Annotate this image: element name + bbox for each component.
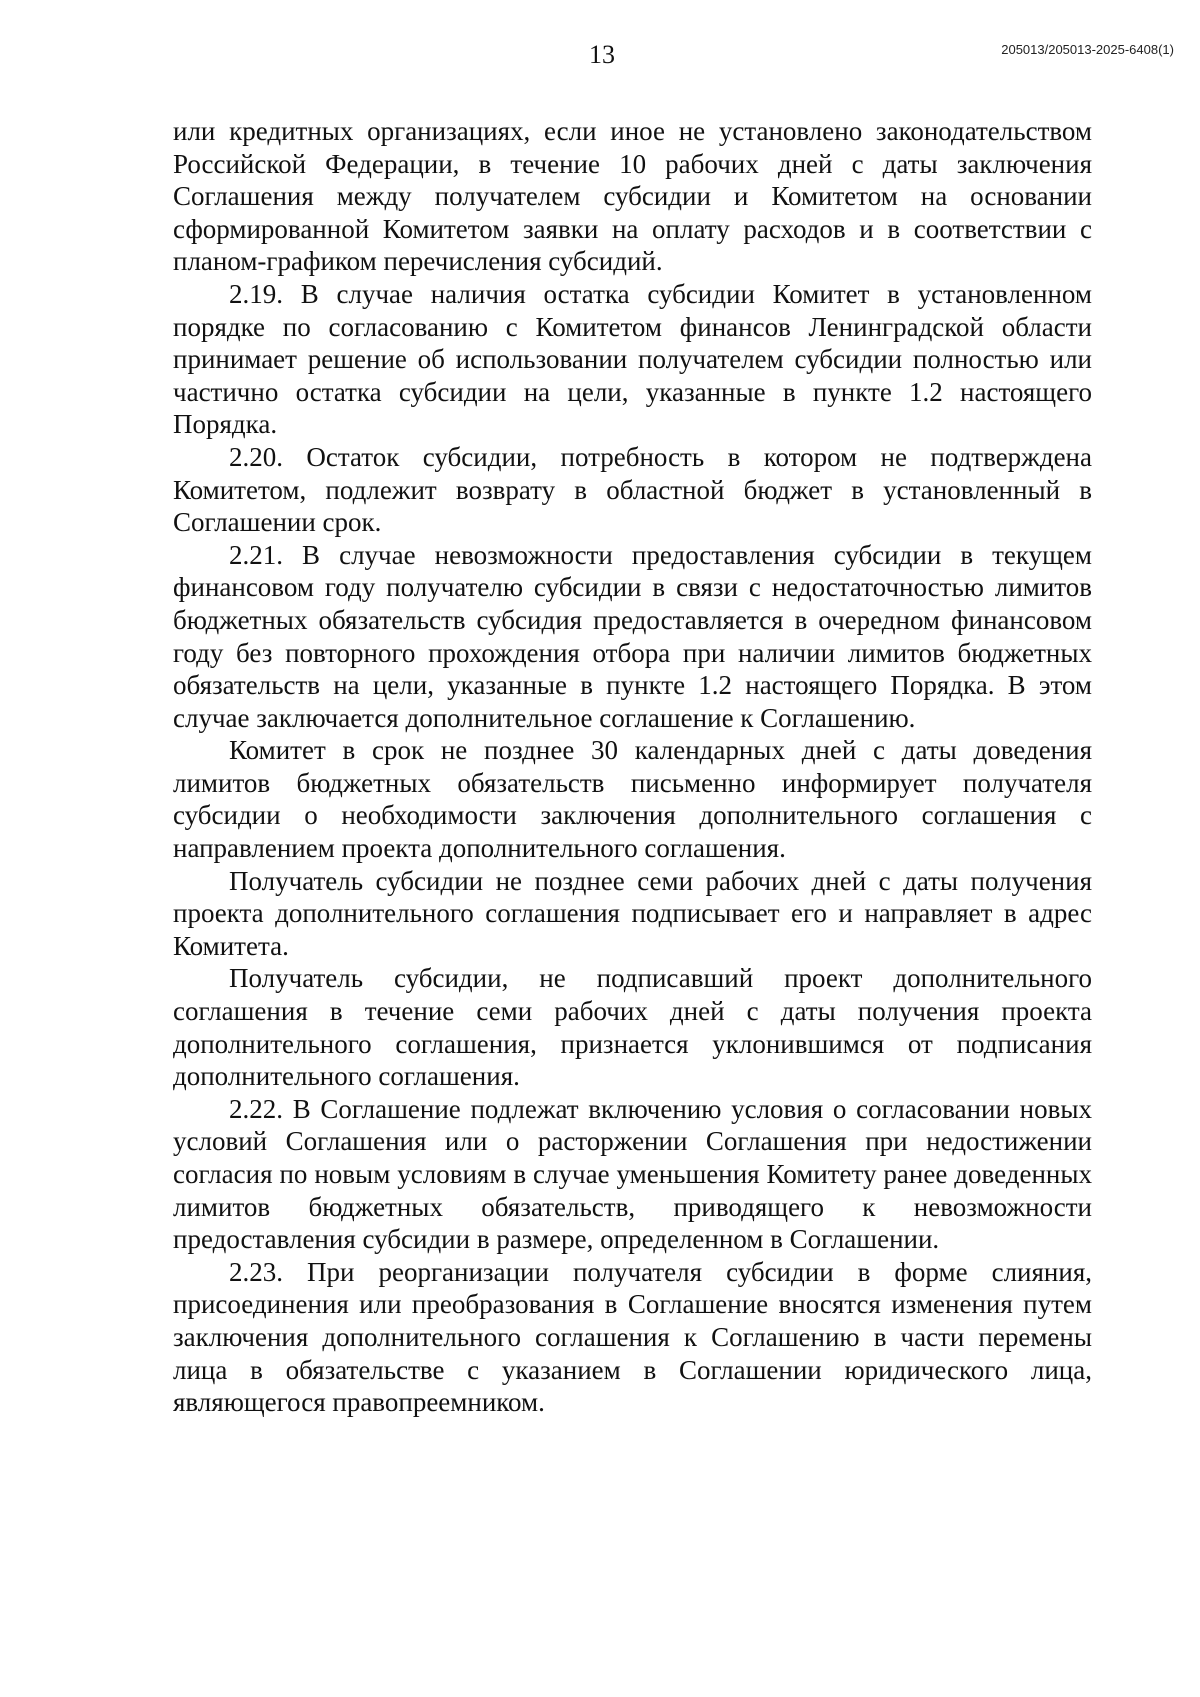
page-number: 13 [589, 40, 615, 69]
paragraph-committee-notice: Комитет в срок не позднее 30 календарных дней с даты доведения лимитов бюджетных обязательств письменно информирует получателя субсидии о необходимости заключения дополнительного соглашения с направлением проекта дополнительного соглашения. [173, 735, 1092, 864]
paragraph-continuation: или кредитных организациях, если иное не установлено законодательством Российской Федерации, в течение 10 рабочих дней с даты заключения Соглашения между получателем субсидии и Комитетом на основании сформированной Комитетом заявки на оплату расходов и в соответствии с планом-графиком перечисления субсидий. [173, 116, 1092, 277]
paragraph-2-19: 2.19. В случае наличия остатка субсидии Комитет в установленном порядке по согласованию с Комитетом финансов Ленинградской области принимает решение об использовании получателем субсидии полностью или частично остатка субсидии на цели, указанные в пункте 1.2 настоящего Порядка. [173, 278, 1092, 440]
paragraph-recipient-signing: Получатель субсидии не позднее семи рабочих дней с даты получения проекта дополнительного соглашения подписывает его и направляет в адрес Комитета. [173, 865, 1092, 961]
paragraph-2-23: 2.23. При реорганизации получателя субсидии в форме слияния, присоединения или преобразования в Соглашение вносятся изменения путем заключения дополнительного соглашения к Соглашению в части перемены лица в обязательстве с указанием в Соглашении юридического лица, являющегося правопреемником. [173, 1256, 1092, 1418]
document-body [173, 115, 1092, 1419]
document-id: 205013/205013-2025-6408(1) [1001, 42, 1174, 57]
paragraph-2-22: 2.22. В Соглашение подлежат включению условия о согласовании новых условий Соглашения или о расторжении Соглашения при недостижении согласия по новым условиям в случае уменьшения Комитету ранее доведенных лимитов бюджетных обязательств, приводящего к невозможности предоставления субсидии в размере, определенном в Соглашении. [173, 1093, 1092, 1255]
paragraph-recipient-evasion: Получатель субсидии, не подписавший проект дополнительного соглашения в течение семи рабочих дней с даты получения проекта дополнительного соглашения, признается уклонившимся от подписания дополнительного соглашения. [173, 963, 1092, 1092]
paragraph-2-20: 2.20. Остаток субсидии, потребность в котором не подтверждена Комитетом, подлежит возврату в областной бюджет в установленный в Соглашении срок. [173, 441, 1092, 538]
paragraph-2-21: 2.21. В случае невозможности предоставления субсидии в текущем финансовом году получателю субсидии в связи с недостаточностью лимитов бюджетных обязательств субсидия предоставляется в очередном финансовом году без повторного прохождения отбора при наличии лимитов бюджетных обязательств на цели, указанные в пункте 1.2 настоящего Порядка. В этом случае заключается дополнительное соглашение к Соглашению. [173, 539, 1092, 733]
